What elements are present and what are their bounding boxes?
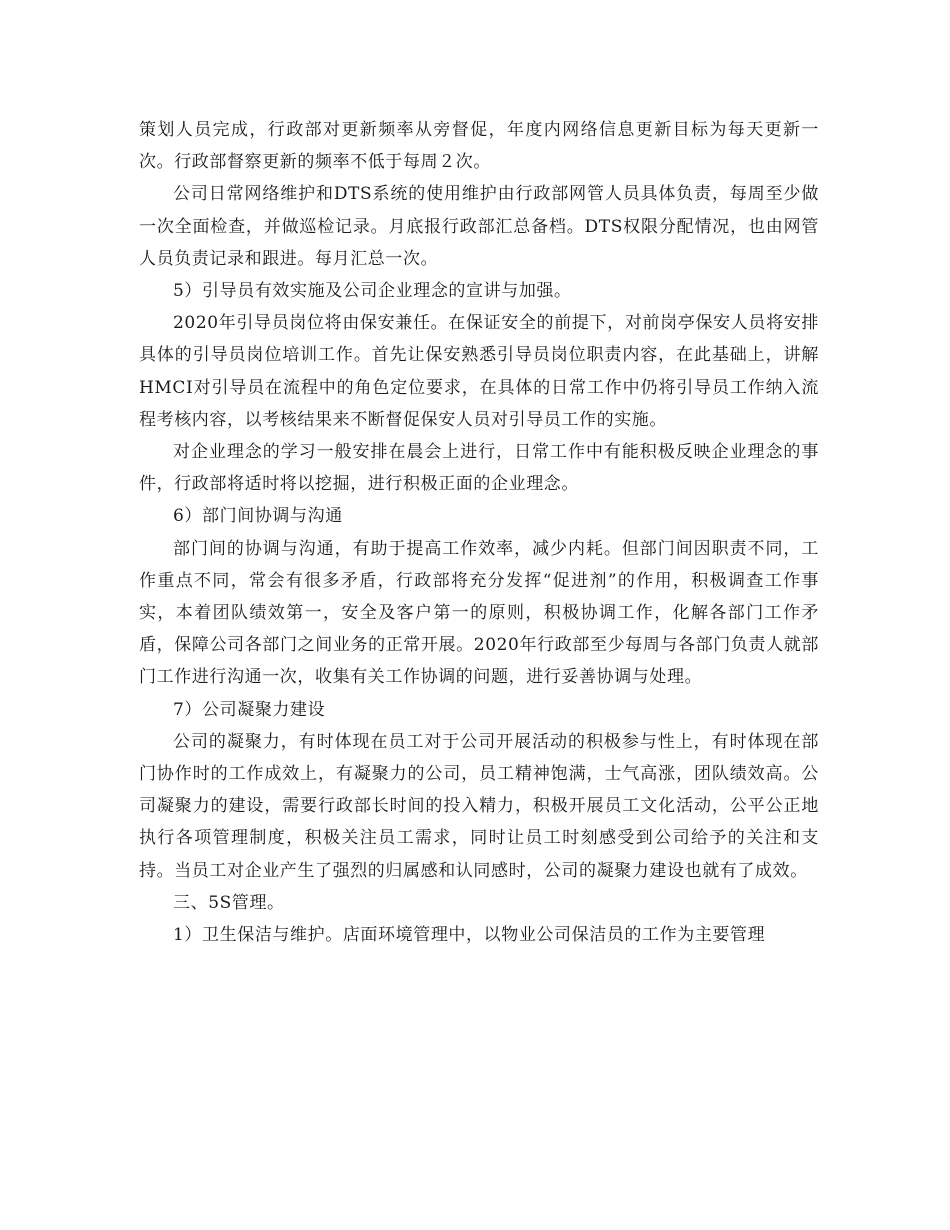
paragraph: 对企业理念的学习一般安排在晨会上进行，日常工作中有能积极反映企业理念的事件，行政部将适时将以挖掘，进行积极正面的企业理念。	[139, 442, 819, 495]
section-heading: 7）公司凝聚力建设	[173, 699, 326, 720]
paragraph: 策划人员完成，行政部对更新频率从旁督促，年度内网络信息更新目标为每天更新一次。行政部督察更新的频率不低于每周２次。	[139, 120, 819, 173]
section-heading: 6）部门间协调与沟通	[173, 506, 343, 527]
paragraph: 1）卫生保洁与维护。店面环境管理中，以物业公司保洁员的工作为主要管理	[173, 925, 766, 946]
section-heading: 5）引导员有效实施及公司企业理念的宣讲与加强。	[173, 281, 572, 302]
paragraph: 公司日常网络维护和DTS系统的使用维护由行政部网管人员具体负责，每周至少做一次全面检查，并做巡检记录。月底报行政部汇总备档。DTS权限分配情况，也由网管人员负责记录和跟进。每月汇总一次。	[139, 184, 819, 269]
paragraph: 2020年引导员岗位将由保安兼任。在保证安全的前提下，对前岗亭保安人员将安排具体的引导员岗位培训工作。首先让保安熟悉引导员岗位职责内容，在此基础上，讲解HMCI对引导员在流程中的角色定位要求，在具体的日常工作中仍将引导员工作纳入流程考核内容，以考核结果来不断督促保安人员对引导员工作的实施。	[139, 313, 819, 430]
section-heading: 三、5S管理。	[173, 892, 285, 913]
paragraph: 公司的凝聚力，有时体现在员工对于公司开展活动的积极参与性上，有时体现在部门协作时的工作成效上，有凝聚力的公司，员工精神饱满，士气高涨，团队绩效高。公司凝聚力的建设，需要行政部长时间的投入精力，积极开展员工文化活动，公平公正地执行各项管理制度，积极关注员工需求，同时让员工时刻感受到公司给予的关注和支持。当员工对企业产生了强烈的归属感和认同感时，公司的凝聚力建设也就有了成效。	[139, 731, 819, 881]
paragraph: 部门间的协调与沟通，有助于提高工作效率，减少内耗。但部门间因职责不同，工作重点不同，常会有很多矛盾，行政部将充分发挥“促进剂”的作用，积极调查工作事实，本着团队绩效第一，安全及客户第一的原则，积极协调工作，化解各部门工作矛盾，保障公司各部门之间业务的正常开展。2020年行政部至少每周与各部门负责人就部门工作进行沟通一次，收集有关工作协调的问题，进行妥善协调与处理。	[139, 538, 819, 688]
document-body	[139, 114, 819, 951]
